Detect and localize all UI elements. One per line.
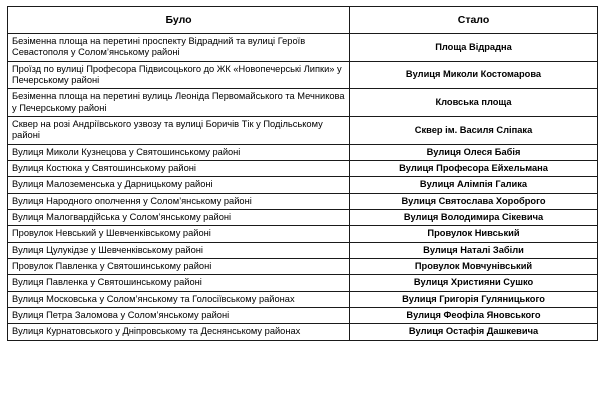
- table-header: [8, 7, 598, 34]
- table-row: [8, 209, 598, 225]
- old-name-cell: Вулиця Цулукідзе у Шевченківському районі: [8, 242, 350, 258]
- new-name-cell: Провулок Нивський: [350, 226, 598, 242]
- new-name-cell: Провулок Мовчунівський: [350, 258, 598, 274]
- new-name-cell: Сквер ім. Василя Сліпака: [350, 116, 598, 144]
- table-body: [8, 34, 598, 341]
- column-header-new: Стало: [350, 7, 598, 34]
- table-row: [8, 61, 598, 89]
- table-row: [8, 258, 598, 274]
- table-row: [8, 242, 598, 258]
- new-name-cell: Вулиця Остафія Дашкевича: [350, 324, 598, 340]
- old-name-cell: Вулиця Миколи Кузнецова у Святошинському районі: [8, 144, 350, 160]
- old-name-cell: Вулиця Костюка у Святошинському районі: [8, 160, 350, 176]
- new-name-cell: Вулиця Алімпія Галика: [350, 177, 598, 193]
- new-name-cell: Вулиця Олеся Бабія: [350, 144, 598, 160]
- old-name-cell: Провулок Павленка у Святошинському районі: [8, 258, 350, 274]
- old-name-cell: Вулиця Малогвардійська у Солом’янському районі: [8, 209, 350, 225]
- old-name-cell: Проїзд по вулиці Професора Підвисоцького до ЖК «Новопечерські Липки» у Печерському районі: [8, 61, 350, 89]
- old-name-cell: Безіменна площа на перетині вулиць Леоніда Первомайського та Мечникова у Печерському районі: [8, 89, 350, 117]
- old-name-cell: Безіменна площа на перетині проспекту Відрадний та вулиці Героїв Севастополя у Солом’янському районі: [8, 34, 350, 62]
- old-name-cell: Вулиця Павленка у Святошинському районі: [8, 275, 350, 291]
- new-name-cell: Кловська площа: [350, 89, 598, 117]
- new-name-cell: Вулиця Професора Ейхельмана: [350, 160, 598, 176]
- old-name-cell: Сквер на розі Андріївського узвозу та вулиці Боричів Тік у Подільському районі: [8, 116, 350, 144]
- new-name-cell: Вулиця Григорія Гуляницького: [350, 291, 598, 307]
- table-row: [8, 177, 598, 193]
- new-name-cell: Площа Відрадна: [350, 34, 598, 62]
- table-row: [8, 144, 598, 160]
- table-row: [8, 307, 598, 323]
- old-name-cell: Вулиця Курнатовського у Дніпровському та Деснянському районах: [8, 324, 350, 340]
- new-name-cell: Вулиця Християни Сушко: [350, 275, 598, 291]
- new-name-cell: Вулиця Миколи Костомарова: [350, 61, 598, 89]
- old-name-cell: Провулок Невський у Шевченківському районі: [8, 226, 350, 242]
- new-name-cell: Вулиця Святослава Хороброго: [350, 193, 598, 209]
- old-name-cell: Вулиця Народного ополчення у Солом’янському районі: [8, 193, 350, 209]
- new-name-cell: Вулиця Володимира Сікевича: [350, 209, 598, 225]
- table-header-row: [8, 7, 598, 34]
- table-row: [8, 89, 598, 117]
- old-name-cell: Вулиця Малоземенська у Дарницькому районі: [8, 177, 350, 193]
- table-row: [8, 34, 598, 62]
- old-name-cell: Вулиця Московська у Солом’янському та Голосіївському районах: [8, 291, 350, 307]
- table-row: [8, 275, 598, 291]
- table-row: [8, 116, 598, 144]
- table-row: [8, 193, 598, 209]
- table-row: [8, 160, 598, 176]
- column-header-old: Було: [8, 7, 350, 34]
- table-row: [8, 291, 598, 307]
- table-row: [8, 324, 598, 340]
- new-name-cell: Вулиця Наталі Забіли: [350, 242, 598, 258]
- street-rename-table: [7, 6, 598, 341]
- new-name-cell: Вулиця Феофіла Яновського: [350, 307, 598, 323]
- old-name-cell: Вулиця Петра Заломова у Солом’янському районі: [8, 307, 350, 323]
- table-row: [8, 226, 598, 242]
